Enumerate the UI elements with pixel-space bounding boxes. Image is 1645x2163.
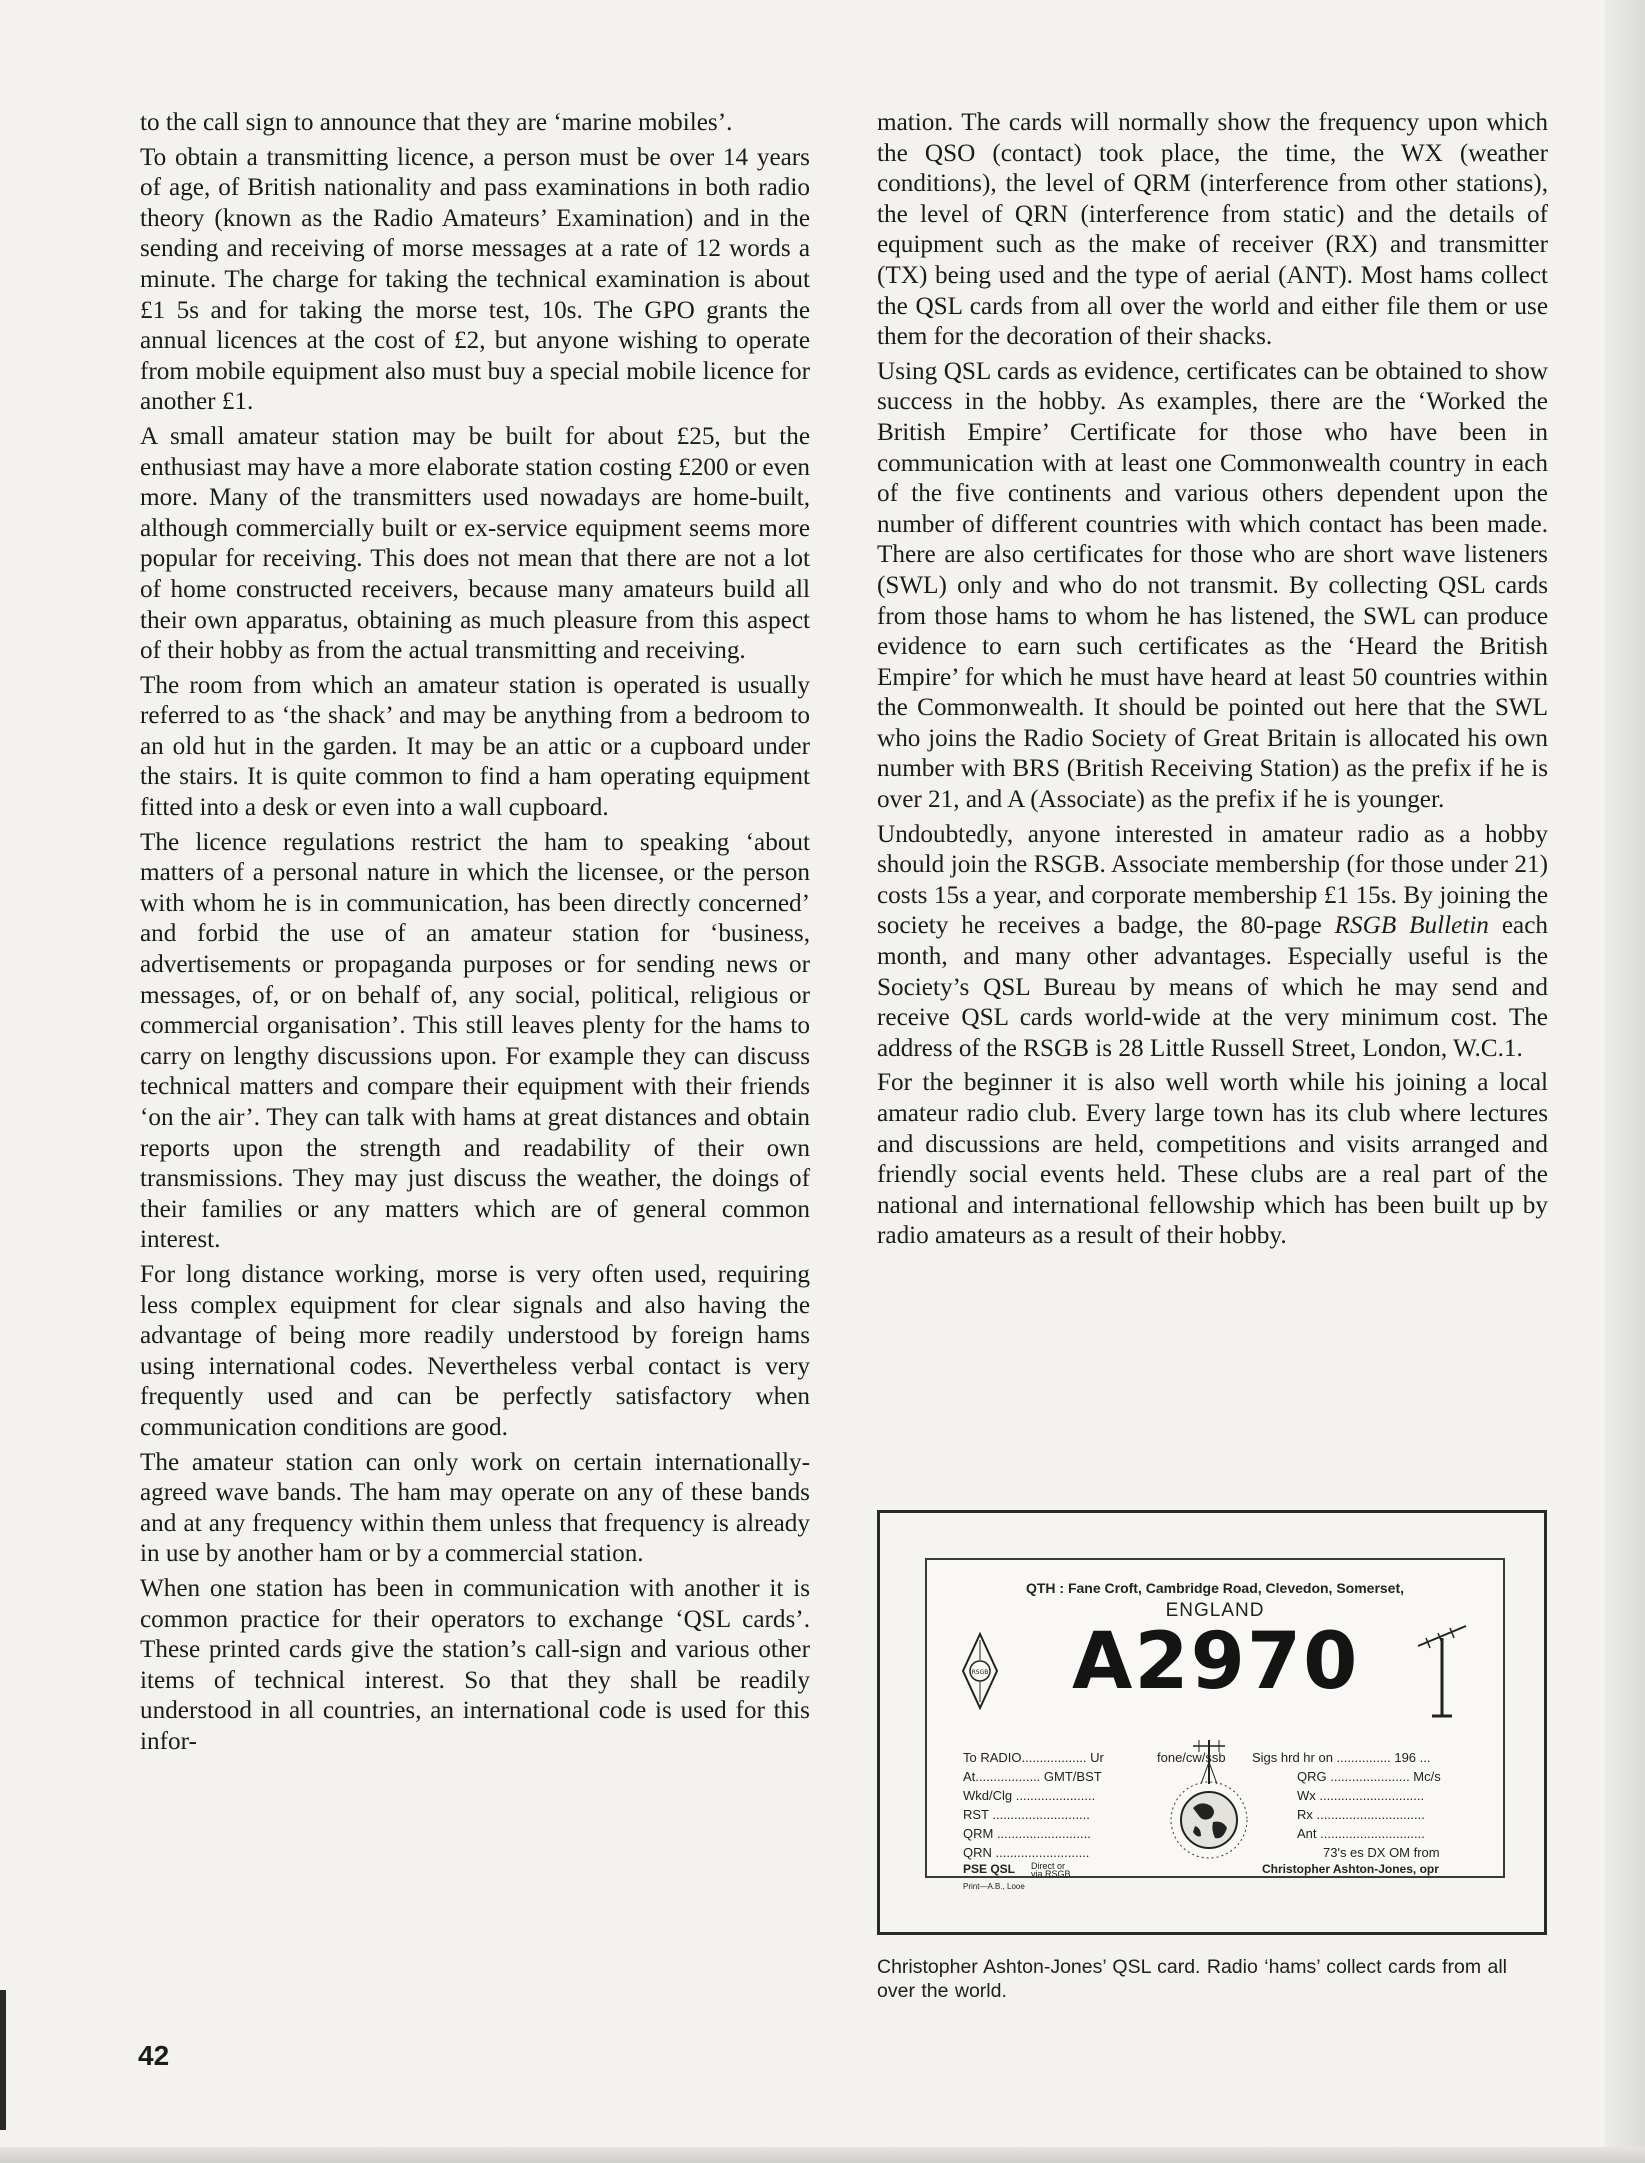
paragraph: To obtain a transmitting licence, a person must be over 14 years of age, of British nationality and pass examinations in both radio theory (known as the Radio Amateurs’ Examination) and in the sending and receiving of morse messages at a rate of 12 words a minute. The charge for taking the technical examination is about £1 5s and for taking the morse test, 10s. The GPO grants the annual licences at the cost of £2, but anyone wishing to operate from mobile equipment also must buy a special mobile licence for another £1. [140, 143, 810, 416]
qsl-modes: fone/cw/ssb [1157, 1750, 1226, 1765]
page-number: 42 [138, 2040, 170, 2071]
qsl-direct: Direct or via RSGB [1031, 1861, 1071, 1879]
paragraph: The licence regulations restrict the ham to speaking ‘about matters of a personal nature in which the licensee, or the person with whom he is in communication, has been directly concerned’ and forbid the use of an amateur station for ‘business, advertisements or propaganda purposes or for sending news or messages, of, or on behalf of, any social, political, religious or commercial organisation’. This still leaves plenty for the hams to carry on lengthy discussions upon. For example they can discuss technical matters and compare their equipment with their friends ‘on the air’. They can talk with hams at great distances and obtain reports upon the strength and readability of their own transmissions. They may just discuss the weather, the doings of their families or any matters which are of general common interest. [140, 828, 810, 1254]
qsl-printer: Print—A.B., Looe [963, 1882, 1025, 1891]
paragraph: to the call sign to announce that they are ‘marine mobiles’. [140, 109, 733, 136]
right-column [877, 108, 1548, 1256]
qsl-at: At.................. GMT/BST [963, 1769, 1102, 1784]
qsl-wx: Wx ............................. [1297, 1788, 1425, 1803]
qsl-qth: QTH : Fane Croft, Cambridge Road, Clevedon, Somerset, [1025, 1580, 1405, 1596]
page-edge [1605, 0, 1645, 2163]
rsgb-diamond-logo [961, 1632, 999, 1710]
qsl-to-radio: To RADIO.................. Ur [963, 1750, 1104, 1765]
qsl-country: ENGLAND [1165, 1600, 1265, 1621]
qsl-operator: Christopher Ashton-Jones, opr [1262, 1862, 1439, 1876]
qsl-greeting: 73's es DX OM from [1323, 1845, 1440, 1860]
paragraph-text: each month, and many other advantages. Especially useful is the Society’s QSL Bureau by means of which he may send and receive QSL cards world-wide at the very minimum cost. The address of the RSGB is 28 Little Russell Street, London, W.C.1. [877, 912, 1548, 1062]
paragraph: For the beginner it is also well worth while his joining a local amateur radio club. Every large town has its club where lectures and discussions are held, competitions and visits arranged and friendly social events held. These clubs are a real part of the national and international fellowship which has been built up by radio amateurs as a result of their hobby. [877, 1069, 1548, 1250]
figure-caption: Christopher Ashton-Jones’ QSL card. Radio ‘hams’ collect cards from all over the world. [877, 1956, 1508, 2002]
globe-icon [1167, 1778, 1251, 1862]
paragraph: mation. The cards will normally show the frequency upon which the QSO (contact) took place, the time, the WX (weather conditions), the level of QRM (interference from other stations), the level of QRN (interference from static) and the details of equipment such as the make of receiver (RX) and transmitter (TX) being used and the type of aerial (ANT). Most hams collect the QSL cards from all over the world and either file them or use them for the decoration of their shacks. [877, 109, 1548, 351]
qsl-rst: RST ........................... [963, 1807, 1090, 1822]
qsl-callsign: A2970 [1072, 1617, 1360, 1707]
antenna-icon [1412, 1620, 1472, 1720]
paragraph: For long distance working, morse is very often used, requiring less complex equipment for clear signals and also having the advantage of being more readily understood by foreign hams using international codes. Nevertheless verbal contact is very frequently used and can be perfectly satisfactory when communication conditions are good. [140, 1260, 810, 1441]
paragraph: The amateur station can only work on certain internationally-agreed wave bands. The ham may operate on any of these bands and at any frequency within them unless that frequency is already in use by another ham or by a commercial station. [140, 1448, 810, 1568]
paragraph-text: Undoubtedly, anyone interested in amateur radio as a hobby should join the RSGB. Associate membership (for those under 21) costs 15s a year, and corporate membership £1 15s. By joining the society he receives a badge, the 80-page [877, 820, 1548, 940]
paragraph: Using QSL cards as evidence, certificates can be obtained to show success in the hobby. As examples, there are the ‘Worked the British Empire’ Certificate for those who have been in communication with at least one Commonwealth country in each of the five continents and various others dependent upon the number of different countries with which contact has been made. There are also certificates for those who are short wave listeners (SWL) only and who do not transmit. By collecting QSL cards from those hams to whom he has listened, the SWL can produce evidence to earn such certificates as the ‘Heard the British Empire’ for which he must have heard at least 50 countries within the Commonwealth. It should be pointed out here that the SWL who joins the Radio Society of Great Britain is allocated his own number with BRS (British Receiving Station) as the prefix if he is over 21, and A (Associate) as the prefix if he is younger. [877, 357, 1548, 814]
binding-mark [0, 1990, 6, 2130]
paragraph: A small amateur station may be built for about £25, but the enthusiast may have a more elaborate station costing £200 or even more. Many of the transmitters used nowadays are home-built, although commercially built or ex-service equipment seems more popular for receiving. This does not mean that there are not a lot of home constructed receivers, because many amateurs build all their own apparatus, obtaining as much pleasure from this aspect of their hobby as from the actual transmitting and receiving. [140, 422, 810, 665]
qsl-qrn: QRN .......................... [963, 1845, 1090, 1860]
logo-text: RSGB [971, 1669, 989, 1676]
left-column [140, 108, 810, 1761]
qsl-rx: Rx .............................. [1297, 1807, 1425, 1822]
paragraph [877, 820, 1548, 1065]
publication-title: RSGB Bulletin [1334, 912, 1489, 940]
qsl-card [925, 1558, 1505, 1891]
qsl-ant: Ant ............................. [1297, 1826, 1425, 1841]
qsl-qrg: QRG ...................... Mc/s [1297, 1769, 1441, 1784]
qsl-card-figure [877, 1510, 1547, 1935]
qsl-qrm: QRM .......................... [963, 1826, 1091, 1841]
qsl-pse: PSE QSL [963, 1862, 1016, 1876]
paragraph: When one station has been in communication with another it is common practice for their operators to exchange ‘QSL cards’. These printed cards give the station’s call-sign and various other items of technical interest. So that they shall be readily understood in all countries, an international code is used for this infor- [140, 1574, 810, 1755]
paragraph: The room from which an amateur station is operated is usually referred to as ‘the shack’ and may be anything from a bedroom to an old hut in the garden. It may be an attic or a cupboard under the stairs. It is quite common to find a ham operating equipment fitted into a desk or even into a wall cupboard. [140, 671, 810, 822]
qsl-sigs: Sigs hrd hr on ............... 196 ... [1252, 1750, 1431, 1765]
page-bottom-edge [0, 2147, 1645, 2163]
qsl-wkd: Wkd/Clg ...................... [963, 1788, 1096, 1803]
